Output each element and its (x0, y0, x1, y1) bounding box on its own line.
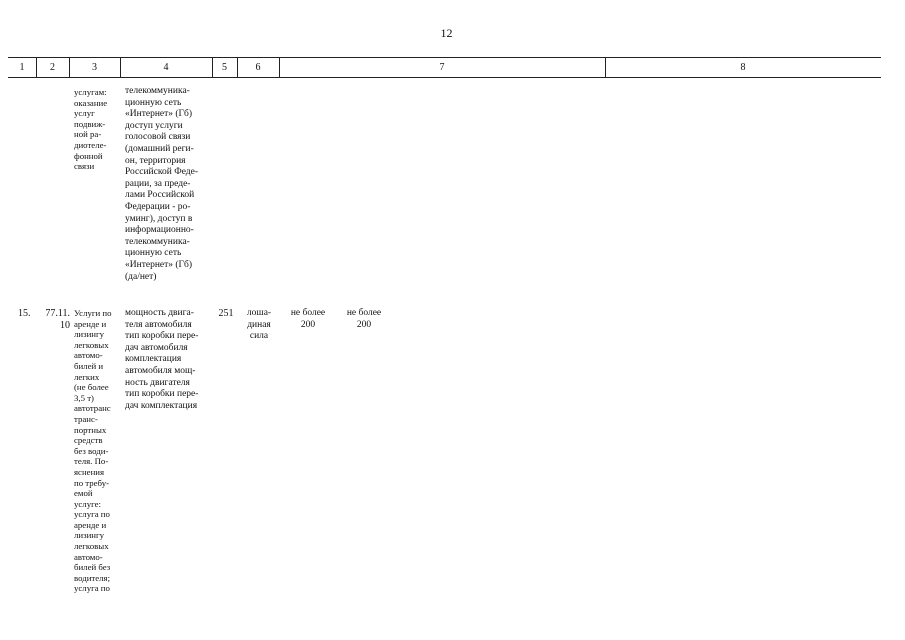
column-header: 8 (740, 62, 746, 73)
column-header: 3 (92, 62, 97, 73)
column-header: 6 (255, 62, 261, 73)
table-cell-characteristic: мощность двига- теля автомобиля тип коробки пере- дач автомобиля комплектация автомобиля мощ- ность двигателя тип коробки пере- дач комплектация (125, 308, 199, 411)
column-header: 7 (439, 62, 445, 73)
table-cell-unit: лоша- диная сила (246, 308, 272, 342)
table-cell-value: не более 200 (346, 308, 382, 330)
page-number: 12 (440, 26, 453, 40)
column-header: 5 (222, 62, 227, 73)
column-header: 4 (163, 62, 169, 73)
column-header: 2 (50, 62, 55, 73)
table-cell-index: 15. (18, 308, 31, 319)
table-cell-name: Услуги по аренде и лизингу легковых автомо- билей и легких (не более 3,5 т) автотранс транс- портных средств без води- теля. По- яснения по требу- емой услуге: услуга по аренде и лизингу легковых автомо- билей без водителя; услуга по (74, 308, 112, 594)
table-cell-value: не более 200 (290, 308, 326, 330)
column-header: 1 (19, 62, 25, 73)
table-cell-characteristic: телекоммуника- ционную сеть «Интернет» (Гб) доступ услуги голосовой связи (домашний реги- он, территория Российской Феде- рации, за преде- лами Российской Федерации - ро- уминг), доступ в информационно- телекоммуника- ционную сеть «Интернет» (Гб) (да/нет) (125, 86, 199, 282)
table-cell-name: услугам: оказание услуг подвиж- ной ра- диотеле- фонной связи (74, 87, 108, 172)
table-cell-okei-code: 251 (218, 308, 234, 319)
table-cell-code: 77.11. 10 (45, 308, 70, 331)
